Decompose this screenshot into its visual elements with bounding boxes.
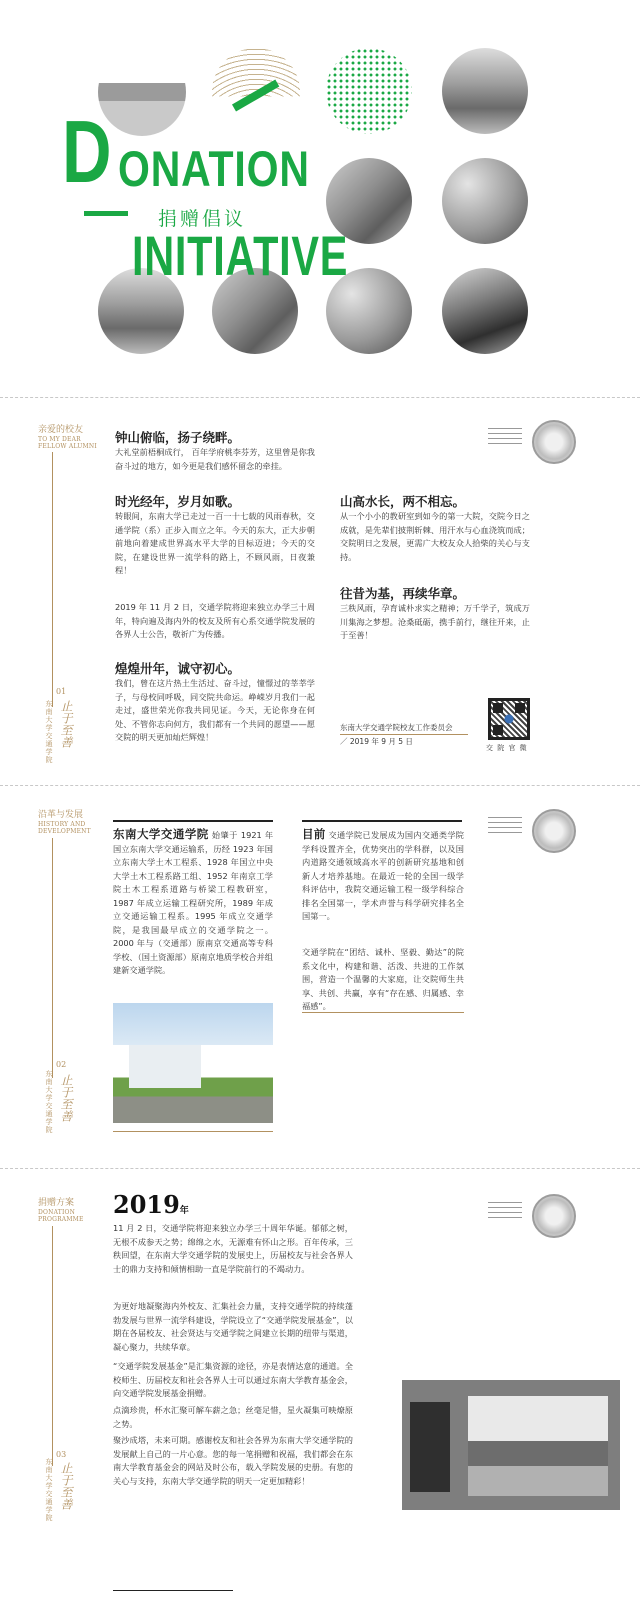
postmark-wave-2b [488, 822, 522, 823]
section1-heading-4: 山高水长，两不相忘。 [340, 494, 466, 509]
section2-right-underline [302, 1012, 464, 1013]
stamp-photo-letter-r [410, 1402, 450, 1492]
section1-heading-2: 时光经年，岁月如歌。 [115, 494, 241, 509]
section3-paragraph-1: 11 月 2 日，交通学院将迎来独立办学三十周年华诞。郁郁之树，无根不成参天之势；绵绵之水，无源难有怀山之形。百年传承，三秩回望，在东南大学交通学院的发展史上，历届校友与社会各界人士的鼎力支持和倾情相助一直是学院前行的不竭动力。 [113, 1223, 353, 1274]
photo-circle-bicycle [442, 48, 528, 134]
section1-date: ／ 2019 年 9 月 5 日 [340, 737, 413, 746]
section1-number: 01 [56, 687, 67, 696]
section3-year-suffix: 年 [179, 1206, 189, 1216]
section2-paragraph-1 [113, 828, 273, 978]
section1-side-title: 亲爱的校友 [38, 425, 84, 435]
section2-side-en1: HISTORY AND [38, 821, 86, 828]
section2-paragraph-2 [302, 828, 464, 924]
stamp-photo-frame [402, 1380, 620, 1510]
title-letter-d: D [62, 102, 112, 201]
title-dash-line [84, 211, 128, 216]
section2-right-rule [302, 820, 462, 822]
section1-side-line [52, 452, 53, 707]
postmark-stamp-icon-2 [532, 809, 576, 853]
postmark-wave-1b [488, 433, 522, 434]
section2-side-title: 沿革与发展 [38, 810, 84, 820]
section2-heading-rule [113, 820, 273, 822]
postmark-wave-3d [488, 1217, 522, 1218]
section1-signature-underline [340, 734, 468, 735]
postmark-wave-2c [488, 827, 522, 828]
qr-caption: 交 院 官 微 [486, 744, 528, 752]
section2-signature-motif: 止于至善 [59, 1074, 73, 1122]
section1-side-en2: FELLOW ALUMNI [38, 443, 97, 450]
postmark-wave-1c [488, 438, 522, 439]
section3-end-rule [113, 1590, 233, 1591]
section3-side-title: 捐赠方案 [38, 1198, 75, 1208]
postmark-wave-2a [488, 817, 522, 818]
stamp-photo-building [468, 1396, 608, 1496]
section1-signature-motif: 止于至善 [59, 700, 73, 748]
qr-code[interactable] [488, 698, 530, 740]
section3-number: 03 [56, 1450, 67, 1459]
section2-side-en2: DEVELOPMENT [38, 828, 91, 835]
postmark-wave-1d [488, 443, 522, 444]
divider-2 [0, 785, 640, 786]
section3-signature-motif: 止于至善 [59, 1462, 73, 1510]
section1-heading-1: 钟山俯临，扬子绕畔。 [115, 430, 241, 445]
section2-heading-1: 东南大学交通学院 [113, 827, 209, 841]
photo-circle-sign [442, 268, 528, 354]
section2-number: 02 [56, 1060, 67, 1069]
divider-1 [0, 397, 640, 398]
section3-paragraph-2: 为更好地凝聚海内外校友、汇集社会力量，支持交通学院的持续蓬勃发展与世界一流学科建设，学院设立了“交通学院发展基金”，以期在各届校友、社会贤达与交通学院之间建立长期的纽带与渠道，凝心聚力，共续华章。 [113, 1301, 353, 1352]
title-chinese: 捐赠倡议 [158, 208, 247, 230]
section2-paragraph-1-text: 始肇于 1921 年国立东南大学交通运输系，历经 1923 年国立东南大学土木工程系、1928 年国立中央大学土木工程系路工组、1952 年南京工学院土木工程系道路与桥梁工程教研室，1987 年成立运输工程研究所，1989 年成立交通运输工程系。1995 年成立交通学院，是我国最早成立的交通学院之一。2000 年与（交通部）原南京交通高等专科学校、（国土资源部）原南京地质学校合并组建新交通学院。 [113, 830, 274, 975]
section3-paragraph-3: “交通学院发展基金”是汇集资源的途径，亦是表情达意的通道。全校师生、历届校友和社会各界人士可以通过东南大学教育基金会，向交通学院发展基金捐赠。 [113, 1361, 353, 1398]
postmark-stamp-icon-3 [532, 1194, 576, 1238]
postmark-wave-3a [488, 1202, 522, 1203]
section3-paragraph-4: 点滴珍贵，杯水汇聚可解车薪之急；丝毫足惜，星火凝集可映燎原之势。 [113, 1405, 353, 1429]
section1-paragraph-3: 2019 年 11 月 2 日，交通学院将迎来独立办学三十周年，特向遍及海内外的校友及所有心系交通学院发展的各界人士公告，敬祈广为传播。 [115, 602, 315, 639]
section1-side-en1: TO MY DEAR [38, 436, 81, 443]
section3-year [113, 1190, 189, 1226]
section3-side-en2: PROGRAMME [38, 1216, 84, 1223]
section1-paragraph-6: 三秩风雨，孕育诚朴求实之精神；万千学子，筑成万川集海之梦想。沧桑砥砺，携手前行，继往开来，止于至善！ [340, 603, 530, 640]
section3-year-number: 2019 [113, 1190, 180, 1219]
section1-paragraph-5: 从一个小小的教研室到如今的第一大院，交院今日之成就，是先辈们披荆斩棘、用汗水与心血浇筑而成；交院明日之发展，更需广大校友众人拾柴的关心与支持。 [340, 511, 530, 562]
campus-photo-underline [113, 1131, 273, 1132]
section1-heading-3: 煌煌卅年，诚守初心。 [115, 661, 241, 676]
section1-side-school: 东南大学交通学院 [45, 700, 53, 764]
section2-heading-2: 目前 [302, 827, 326, 841]
postmark-stamp-icon [532, 420, 576, 464]
postmark-wave-1a [488, 428, 522, 429]
section2-paragraph-2-text: 交通学院已发展成为国内交通类学院学科设置齐全，优势突出的学科群，以及国内道路交通领域高水平的创新研究基地和创新人才培养基地。在最近一轮的全国一级学科评估中，我院交通运输工程一级学科综合排名全国第一，学术声誉与科学研究排名全国第一。 [302, 830, 464, 921]
section2-side-school: 东南大学交通学院 [45, 1070, 53, 1134]
section3-side-school: 东南大学交通学院 [45, 1458, 53, 1522]
title-onation: ONATION [118, 141, 310, 197]
section3-side-en1: DONATION [38, 1209, 76, 1216]
photo-circle-gate [442, 158, 528, 244]
section1-paragraph-4: 我们，曾在这片热土生活过、奋斗过，憧憬过的莘莘学子，与母校同呼吸，同交院共命运。峥嵘岁月我们一起走过，盛世荣光你我共同见证。今天，无论你身在何处、不管你志向何方，我们都有一个共同的愿望——愿交院的明天更加灿烂辉煌！ [115, 678, 315, 742]
postmark-wave-2d [488, 832, 522, 833]
section2-side-line [52, 838, 53, 1078]
postmark-wave-3c [488, 1212, 522, 1213]
section2-paragraph-3: 交通学院在“团结、诚朴、坚毅、勤达”的院系文化中，构建和谐、活泼、共进的工作氛围，营造一个温馨的大家庭，让交院师生共享、共创、共赢，享有“存在感、归属感、幸福感”。 [302, 947, 464, 1011]
section1-paragraph-1: 大礼堂前梧桐成行， 百年学府桃李芬芳，这里曾是你我奋斗过的地方，如今更是我们感怀留念的牵挂。 [115, 447, 315, 471]
postmark-wave-3b [488, 1207, 522, 1208]
title-initiative: INITIATIVE [132, 224, 349, 287]
section1-signature-org: 东南大学交通学院校友工作委员会 [340, 723, 453, 732]
dot-pattern-circle [326, 48, 412, 134]
section1-heading-5: 往昔为基，再续华章。 [340, 586, 466, 601]
cover [0, 0, 640, 395]
campus-photo [113, 1003, 273, 1123]
divider-3 [0, 1168, 640, 1169]
section3-paragraph-5: 聚沙成塔，未来可期。感谢校友和社会各界为东南大学交通学院的发展献上自己的一片心意。您的每一笔捐赠和祝福，我们都会在东南大学教育基金会的网站及时公布，载入学院发展的史册。有您的关心与支持，东南大学交通学院的明天一定更加精彩！ [113, 1435, 353, 1486]
section1-paragraph-2: 转眼间，东南大学已走过一百一十七载的风雨春秋，交通学院（系）正步入而立之年。今天的东大，正大步朝前地向着建成世界高水平大学的目标迈进；今天的交院，在建设世界一流学科的路上，不顾风雨，日夜兼程！ [115, 511, 315, 575]
section3-side-line [52, 1226, 53, 1466]
